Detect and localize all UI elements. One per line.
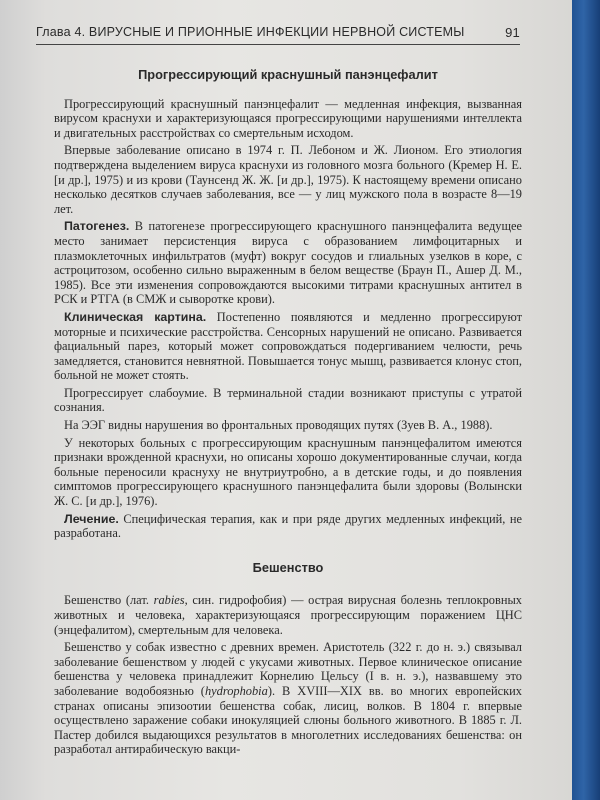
paragraph: Прогрессирует слабоумие. В терминальной стадии возникают приступы с утратой сознания. — [54, 385, 522, 415]
paragraph: У некоторых больных с прогрессирующим краснушным панэнцефалитом имеются признаки врожденной краснухи, но описаны хорошо документированные случаи, когда больные переносили краснуху не внутриутробно, а в детские годы, и до появления симптомов прогрессирующего краснушного панэнцефалита были здоровы (Волынски Ж. С. [и др.], 1976). — [54, 435, 522, 509]
section-title-panencephalitis: Прогрессирующий краснушный панэнцефалит — [138, 67, 438, 82]
chapter-title: Глава 4. ВИРУСНЫЕ И ПРИОННЫЕ ИНФЕКЦИИ НЕРВНОЙ СИСТЕМЫ — [36, 25, 465, 39]
running-header — [36, 22, 520, 45]
page-content — [54, 68, 522, 760]
paragraph: Лечение. Специфическая терапия, как и при ряде других медленных инфекций, не разработана. — [54, 511, 522, 541]
paragraph: Прогрессирующий краснушный панэнцефалит — медленная инфекция, вызванная вирусом краснухи и характеризующаяся прогрессирующими нарушениями интеллекта и двигательных расстройствах со смертельным исходом. — [54, 96, 522, 140]
section-title-rabies: Бешенство — [252, 559, 324, 575]
run-in-heading: Лечение. — [64, 511, 119, 526]
run-in-heading: Патогенез. — [64, 219, 130, 234]
paragraph: Впервые заболевание описано в 1974 г. П. Лебоном и Ж. Лионом. Его этиология подтверждена выделением вируса краснухи из головного мозга больного (Кремер Н. Е. [и др.], 1975) и из крови (Таунсенд Ж. Ж. [и др.], 1975). К настоящему времени описано несколько десятков случаев заболевания, все — у лиц мужского пола в возрасте 8—19 лет. — [54, 143, 522, 216]
paragraph: На ЭЭГ видны нарушения во фронтальных проводящих путях (Зуев В. А., 1988). — [64, 418, 493, 433]
run-in-heading: Клиническая картина. — [64, 309, 207, 324]
paragraph: Бешенство (лат. rabies, син. гидрофобия) — острая вирусная болезнь теплокровных животных и человека, характеризующаяся прогрессирующим поражением ЦНС (энцефалитом), смертельным для человека. — [54, 593, 522, 637]
page-number: 91 — [505, 25, 520, 40]
book-spine — [570, 0, 600, 800]
paragraph: Патогенез. В патогенезе прогрессирующего краснушного панэнцефалита ведущее место занимает персистенция вируса с образованием лимфоцитарных и плазмоклеточных инфильтратов (муфт) вокруг сосудов и глиальных узелков в коре, с астроцитозом, особенно сильно выраженным в белом веществе (Браун П., Ашер Д. М., 1985). Все эти изменения сопровождаются высокими титрами краснушных антител в РСК и РТГА (в СМЖ и сыворотке крови). — [54, 219, 522, 307]
paragraph: Бешенство у собак известно с древних времен. Аристотель (322 г. до н. э.) связывал заболевание бешенством у людей с укусами животных. Первое клиническое описание бешенства у человека принадлежит Корнелию Цельсу (I в. н. э.), назвавшему это заболевание водобоязнью (hydrophobia). В XVIII—XIX вв. во многих европейских странах описаны эпизоотии бешенства собак, лисиц, волков. В 1804 г. впервые осуществлено заражение собаки инокуляцией слюны больного животного. В 1885 г. Л. Пастер добился выдающихся результатов в многолетних исследованиях бешенства: он разработал антирабическую вакци- — [54, 640, 522, 757]
paragraph: Клиническая картина. Постепенно появляются и медленно прогрессируют моторные и психические расстройства. Сенсорных нарушений не описано. Развивается фациальный парез, который может сопровождаться подергиванием челюсти, речь замедляется, становится невнятной. Повышается тонус мышц, развивается клонус стоп, больной не может стоять. — [54, 309, 522, 383]
